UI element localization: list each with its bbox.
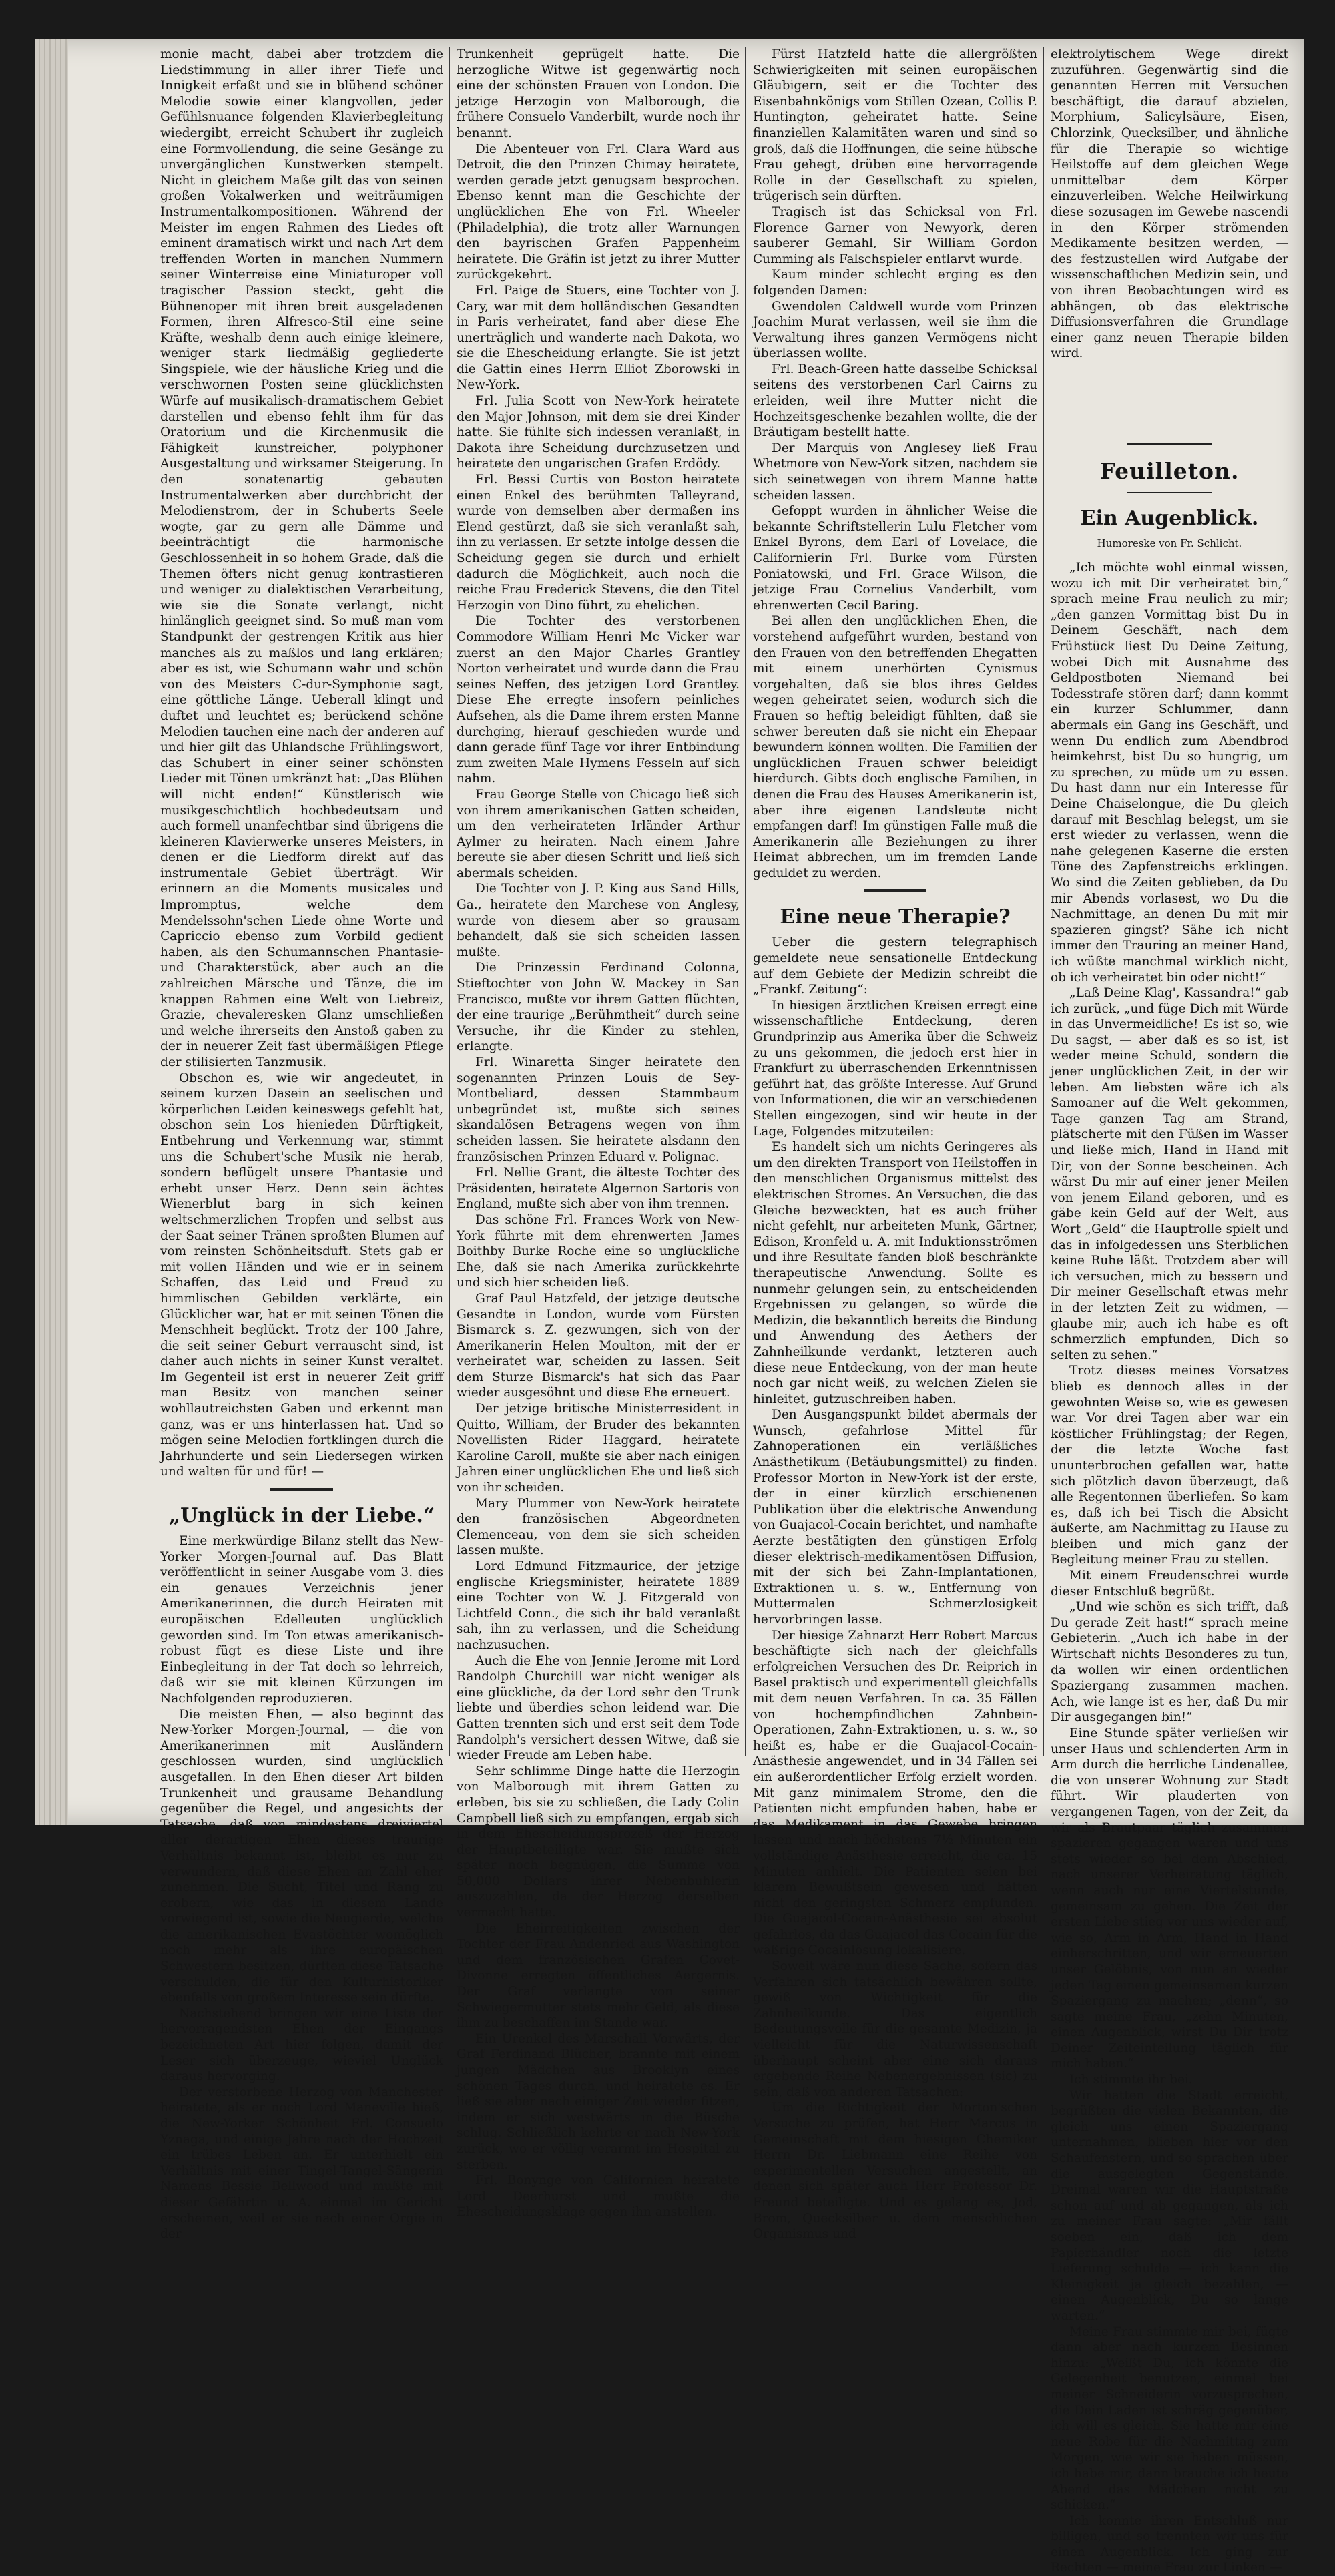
page-edge-stack [35,39,68,1825]
paragraph: Nachstehend bringen wir eine Liste der hervorragendsten Ehen der Eingangs bezeichneten Art hier folgen, damit der Leser sich überzeuge, wieviel Unglück daraus hervorging. [160,2006,443,2084]
divider [270,1488,332,1491]
paragraph: Ein Urenkel des Marschall Vorwärts, der Graf Ferdinand Blücher, brannte mit einem jungen Mädchen aus Brooklyn eines schönen Tages durch, und heiratete es. Er ließ sie aber nach einiger Zeit wieder fitzen, indem er sich westwärts in die Büsche schlug. Schließlich kehrte er nach New-York zurück, wo er völlig verarmt im Hospital zu sterben. [457,2031,740,2172]
column-rule [1043,47,1044,1756]
paragraph: Der verstorbene Herzog von Manchester heiratete, als er noch Lord Maneville hieß, die New-Yorker Schönheit Frl. Consuelo Yznaga, und einige Jahre nach der Hochzeit ein trübes Leben an. Er unterhielt ein Verhältnis mit einer Tingel-Tangel-Sängerin Namens Bessie Bellwood und mußte mit dieser Gefährtin u. A. einmal im Gericht erscheinen, weil er sie nach einer Orgie in der [160,2085,443,2242]
paragraph: Ich konnte ihren Entschluß nur billigen, und so trennten wir uns für einen Augenblick. Ich ging zur Rechten — meine Frau zur Linken — [1051,2513,1288,2575]
divider [864,889,926,892]
paragraph: Es handelt sich um nichts Geringeres als um den direkten Transport von Heilstoffen in den menschlichen Organismus mittelst des elektrischen Stromes. An Versuchen, die das Gleiche bezweckten, hat es auch früher nicht gefehlt, nur arbeiteten Munk, Gärtner, Edison, Kronfeld u. A. mit Induktionsströmen und ihre Resultate fanden bloß beschränkte therapeutische Anwendung. Sollte es nunmehr gelungen sein, zu entscheidenden Ergebnissen zu gelangen, so würde die Medizin, die bekanntlich bereits die Bindung und Anwendung des Aethers der Zahnheilkunde verdankt, letzteren auch diese neue Entdeckung, von der man heute noch gar nicht weiß, zu welchen Zielen sie hinleitet, gutzuschreiben haben. [753,1140,1037,1406]
paragraph: Bei allen den unglücklichen Ehen, die vorstehend aufgeführt wurden, bestand von den Frauen von den betreffenden Ehegatten mit einem unerhörten Cynismus vorgehalten, daß sie blos ihres Geldes wegen geheiratet seien, wodurch sich die Frauen so heftig beleidigt fühlten, daß sie schwer bereuten daß sie nicht ein Ehepaar bewundern können wollten. Die Familien der unglücklichen Frauen schwer beleidigt hierdurch. Gibts doch englische Familien, in denen die Frau des Hauses Amerikanerin ist, aber ihre eigenen Landsleute nicht empfangen darf! Im günstigen Falle muß die Amerikanerin alle Beziehungen zu ihrer Heimat abbrechen, um im fremden Lande geduldet zu werden. [753,614,1037,880]
column-4 [1051,47,1288,2575]
paragraph: Frl. Nellie Grant, die älteste Tochter des Präsidenten, heiratete Algernon Sartoris von England, mußte sich aber von ihm trennen. [457,1166,740,1212]
paragraph: Trotz dieses meines Vorsatzes blieb es dennoch alles in der gewohnten Weise so, wie es gewesen war. Vor drei Tagen aber war ein köstlicher Frühlingstag; der Regen, der die letzte Woche fast ununterbrochen gefallen war, hatte sich plötzlich davon überzeugt, daß alle Regentonnen überliefen. So kam es, daß ich bei Tisch die Absicht äußerte, am Nachmittag zu Hause zu bleiben und mich ganz der Begleitung meiner Frau zu stellen. [1051,1364,1288,1567]
divider [1127,492,1212,493]
paragraph: Die Tochter von J. P. King aus Sand Hills, Ga., heiratete den Marchese von Anglesy, wurde von diesem aber so grausam behandelt, daß sie sich scheiden lassen mußte. [457,882,740,959]
divider [1127,443,1212,445]
paragraph: Die Prinzessin Ferdinand Colonna, Stieftochter von John W. Mackey in San Francisco, mußte vor ihrem Gatten flüchten, der eine traurige „Berühmtheit“ durch seine Versuche, ihr die Kinder zu stehlen, erlangte. [457,961,740,1054]
column-rule [745,47,746,1756]
column-3 [753,47,1037,2242]
paragraph: Den Ausgangspunkt bildet abermals der Wunsch, gefahrlose Mittel für Zahnoperationen ein verläßliches Anästhetikum (Betäubungsmittel) zu finden. Professor Morton in New-York ist der erste, der in einer kürzlich erschienenen Publikation über die elektrische Anwendung von Guajacol-Cocain berichtet, und namhafte Aerzte bestätigten den günstigen Erfolg dieser elektrisch-medikamentösen Diffusion, mit der sich bei Zahn-Implantationen, Extraktionen u. s. w., Entfernung von Muttermalen Schmerzlosigkeit hervorbringen lasse. [753,1408,1037,1627]
paragraph: Der Marquis von Anglesey ließ Frau Whetmore von New-York sitzen, nachdem sie sich seinetwegen von ihrem Manne hatte scheiden lassen. [753,441,1037,503]
paragraph: Das schöne Frl. Frances Work von New-York führte mit dem ehrenwerten James Boithby Burke Roche eine so unglückliche Ehe, daß sie nach Amerika zurückkehrte und sich hier scheiden ließ. [457,1212,740,1290]
paragraph: Tragisch ist das Schicksal von Frl. Florence Garner von Newyork, deren sauberer Gemahl, Sir William Gordon Cumming als Falschspieler entlarvt wurde. [753,204,1037,266]
paragraph: Graf Paul Hatzfeld, der jetzige deutsche Gesandte in London, wurde vom Fürsten Bismarck s. Z. gezwungen, sich von der Amerikanerin Helen Moulton, mit der er verheiratet war, scheiden zu lassen. Seit dem Sturze Bismarck's hat sich das Paar wieder ausgesöhnt und diese Ehe erneuert. [457,1291,740,1400]
paragraph: Trunkenheit geprügelt hatte. Die herzogliche Witwe ist gegenwärtig noch eine der schönsten Frauen von London. Die jetzige Herzogin von Malborough, die frühere Consuelo Vanderbilt, wurde noch ihr benannt. [457,47,740,140]
paragraph: Frl. Winaretta Singer heiratete den sogenannten Prinzen Louis de Sey-Montbeliard, dessen Stammbaum unbegründet ist, mußte sich seines skandalösen Betragens wegen von ihm scheiden lassen. Sie heiratete alsdann den französischen Prinzen Eduard v. Polignac. [457,1055,740,1164]
paragraph: monie macht, dabei aber trotzdem die Liedstimmung in aller ihrer Tiefe und Innigkeit erfaßt und sie in blühend schöner Melodie sowie einer klangvollen, jeder Gefühlsnuance folgenden Klavierbegleitung wiedergibt, erreicht Schubert ihr zugleich eine Formvollendung, die seine Gesänge zu unvergänglichen Kunstwerken stempelt. Nicht in gleichem Maße gilt das von seinen großen Vokalwerken und weiträumigen Instrumentalkompositionen. Während der Meister im engen Rahmen des Liedes oft eminent dramatisch wirkt und nach Art dem treffenden Worten in manchen Nummern seiner Winterreise eine Miniaturoper voll tragischer Passion steckt, geht die Bühnenoper mit ihren breit ausgeladenen Formen, ihren Alfresco-Stil eine seine Kräfte, weshalb denn auch einige kleinere, weniger stark liedmäßig gegliederte Singspiele, wie der häusliche Krieg und die verschwornen Posten seine glücklichsten Würfe auf musikalisch-dramatischem Gebiet darstellen und ebenso fehlt ihm für das Oratorium und die Kirchenmusik die Fähigkeit kunstreicher, polyphoner Ausgestaltung und wirksamer Steigerung. In den sonatenartig gebauten Instrumentalwerken aber durchbricht der Melodienstrom, der in Schuberts Seele wogte, gar zu gern alle Dämme und beeinträchtigt die harmonische Geschlossenheit in so hohem Grade, daß die Themen öfters nicht genug kontrastieren und weniger zu dialektischen Verarbeitung, wie sie die Sonate verlangt, nicht hinlänglich geeignet sind. So muß man vom Standpunkt der gestrengen Kritik aus hier manches als zu maßlos und lang erklären; aber es ist, wie Schumann wahr und schön von des Meisters C-dur-Symphonie sagt, eine göttliche Länge. Ueberall klingt und duftet und leuchtet es; berückend schöne Melodien tauchen eine nach der anderen auf und hier gilt das Uhlandsche Frühlingswort, das Schubert in einer seiner schönsten Lieder mit Tönen umkränzt hat: „Das Blühen will nicht enden!“ Künstlerisch wie musikgeschichtlich hochbedeutsam und auch formell unanfechtbar sind übrigens die kleineren Klavierwerke unseres Meisters, in denen er die Liedform direkt auf das instrumentale Gebiet überträgt. Wir erinnern an die Moments musicales und Impromptus, welche dem Mendelssohn'schen Liede ohne Worte und Capriccio ebenso zum Vorbild gedient haben, als den Schumannschen Phantasie- und Charakterstück, aber auch an die zahlreichen Märsche und Tänze, die im knappen Rahmen eine Welt von Liebreiz, Grazie, chevaleresken Glanz umschließen und welche ihrerseits den Anstoß gaben zu der in neuerer Zeit fast übermäßigen Pflege der stilisierten Tanzmusik. [160,47,443,1069]
paragraph: Gefoppt wurden in ähnlicher Weise die bekannte Schriftstellerin Lulu Fletcher vom Enkel Byrons, dem Earl of Lovelace, die Californierin Frl. Burke vom Fürsten Poniatowski, und Frl. Grace Wilson, die jetzige Frau Cornelius Vanderbilt, vom ehrenwerten Cecil Baring. [753,504,1037,613]
paragraph: Mary Plummer von New-York heiratete den französischen Abgeordneten Clemenceau, von dem sie sich scheiden lassen mußte. [457,1496,740,1558]
story-byline: Humoreske von Fr. Schlicht. [1097,537,1242,550]
paragraph: Die Eheirreitigkeiten zwischen der Tochter der Frau Andenried aus Washington und dem französischen Grafen Covet-Divonne erregten öffentliches Aergernis. Der Graf verlangte von seiner Schwiegermutter stets mehr Geld, als diese ihm zu beschaffen im Stande war. [457,1921,740,2031]
paragraph: Frl. Bonynge von Californien heiratete Lord Deerhurst und mußte die Ehescheidungsklage gegen ihn anstellen. [457,2173,740,2220]
paragraph: Ueber die gestern telegraphisch gemeldete neue sensationelle Entdeckung auf dem Gebiete der Medizin schreibt die „Frankf. Zeitung“: [753,935,1037,997]
paragraph: Eine Stunde später verließen wir unser Haus und schlenderten Arm in Arm durch die herrliche Lindenallee, die von unserer Wohnung zur Stadt führt. Wir plauderten von vergangenen Tagen, von der Zeit, da wir als Brautpaar täglich zusammen spazieren gegangen waren und uns stets wieder so bei dem Abschied, nach unserer Verheiratung täglich, wenn auch nur eine Viertelstunde, gemeinsam zu gehen. Die Zeit der ersten Liebe stieg vor uns wieder auf, wie so, Arm in Arm, Hand in Hand einherschritten, und wir erneuerten unser Gelöbnis, von nun an wieder jeden Tag einen gemeinsamen kurzen Spaziergang zu machen; „denn“, so sagte meine Frau, „zehn Minuten, einen Augenblick, wirst Du Dir trotz Deiner Zeiteinteilung täglich für mich haben.“ [1051,1726,1288,2071]
paragraph: Frl. Beach-Green hatte dasselbe Schicksal seitens des verstorbenen Carl Cairns zu erleiden, weil ihre Mutter nicht die Hochzeitsgeschenke bezahlen wollte, die der Bräutigam bestellt hatte. [753,362,1037,440]
paragraph: Eine merkwürdige Bilanz stellt das New-Yorker Morgen-Journal auf. Das Blatt veröffentlicht in seiner Ausgabe vom 3. dies ein genaues Verzeichnis jener Amerikanerinnen, die durch Heiraten mit europäischen Edelleuten unglücklich geworden sind. Im Ton etwas amerikanisch-robust fügt es diese Liste und ihre Einbegleitung in der Tat doch so lehrreich, daß wir sie mit kleinen Kürzungen im Nachfolgenden reproduzieren. [160,1534,443,1706]
paragraph: Lord Edmund Fitzmaurice, der jetzige englische Kriegsminister, heiratete 1889 eine Tochter von W. J. Fitzgerald von Lichtfeld Conn., die sich ihr bald veranlaßt sah, ihn zu verlassen, und die Scheidung nachzusuchen. [457,1559,740,1652]
paragraph: Wir hatten die Stadt erreicht, begrüßten die vielen Bekannten, die gleich uns einen Spaziergang unternahmen, blieben hier vor den Schaufenstern, und so sprachen über die ausgelegten Gegenstände. Dreimal waren wir die Hauptstraße schon auf und ab gegangen, als ich zu meiner Frau sagte: „Mir fällt soeben ein, daß ich dem Papierhändler noch die letzte Lieferung schulde — ich kann die Kleinigkeit ja gleich bezahlen, — einen Augenblick, Du so lange warten.“ [1051,2088,1288,2323]
paragraph: Die Tochter des verstorbenen Commodore William Henri Mc Vicker war zuerst an den Major Charles Grantley Norton verheiratet und wurde dann die Frau seines Neffen, des jetzigen Lord Grantley. Diese Ehe erregte insofern peinliches Aufsehen, als die Dame ihrem ersten Manne durchging, hierauf geschieden wurde und dann gerade fünf Tage vor ihrer Entbindung zum zweiten Male Hymens Fesseln auf sich nahm. [457,614,740,786]
paragraph: Kaum minder schlecht erging es den folgenden Damen: [753,268,1037,298]
paragraph: Frau George Stelle von Chicago ließ sich von ihrem amerikanischen Gatten scheiden, um den verheirateten Irländer Arthur Aylmer zu heiraten. Nach einem Jahre bereute sie aber diesen Schritt und ließ sich abermals scheiden. [457,787,740,880]
paragraph: Sehr schlimme Dinge hatte die Herzogin von Malborough mit ihrem Gatten zu erleben, bis sie zu schließen, die Lady Colin Campbell ließ sich zu empfangen, ergab sich in dem Ehescheidungsprozeß der Herzog der Hauptbeteiligte war. Sie mußte sich später noch begnügen, die Summe von 50,000 Dollars ihrer Nebenbuhlerin auszuzahlen, da der Herzog derselben vermacht hatte. [457,1764,740,1920]
paragraph: „Und wie schön es sich trifft, daß Du gerade Zeit hast!“ sprach meine Gebieterin. „Auch ich habe in der Wirtschaft nichts Besonderes zu tun, da wollen wir einen ordentlichen Spaziergang zusammen machen. Ach, wie lange ist es her, daß Du mir Dir ausgegangen bin!“ [1051,1600,1288,1725]
paragraph: Um die Richtigkeit der Morton'schen Versuche zu prüfen, hat Herr Marcus in Gemeinschaft mit dem hiesigen Chemiker Herrn Dr. Liebmann eine Reihe von experimentellen Versuchen angestellt, an denen sich später auch Herr Professor Dr. Freund beteiligte. Und es gelang es, Jod, Brom, Quecksilber u. dem menschlichen Organismus und [753,2101,1037,2242]
paragraph: Frl. Bessi Curtis von Boston heiratete einen Enkel des berühmten Talleyrand, wurde von demselben aber dermaßen ins Elend gestürzt, daß sie sich veranlaßt sah, ihn zu verlassen. Er setzte infolge dessen die Scheidung gegen sie durch und erhielt dadurch die Möglichkeit, auch noch die reiche Frau Frederick Stevens, die den Titel Herzogin von Dino führt, zu ehelichen. [457,473,740,613]
paragraph: Frl. Julia Scott von New-York heiratete den Major Johnson, mit dem sie drei Kinder hatte. Sie fühlte sich indessen veranlaßt, in Dakota ihre Scheidung durchzusetzen und heiratete den ungarischen Grafen Erdödy. [457,394,740,471]
column-2 [457,47,740,2220]
paragraph: Frl. Paige de Stuers, eine Tochter von J. Cary, war mit dem holländischen Gesandten in Paris verheiratet, fand aber diese Ehe unerträglich und wanderte nach Dakota, wo sie die Ehescheidung erlangte. Sie ist jetzt die Gattin eines Herrn Elliot Zborowski in New-York. [457,283,740,393]
paragraph: Fürst Hatzfeld hatte die allergrößten Schwierigkeiten mit seinen europäischen Gläubigern, seit er die Tochter des Eisenbahnkönigs vom Stillen Ozean, Collis P. Huntington, geheiratet hatte. Seine finanziellen Kalamitäten waren und sind so groß, daß die Hoffnungen, die seine hübsche Frau gehegt, drüben eine hervorragende Rolle in der Gesellschaft zu spielen, trügerisch sein dürften. [753,47,1037,204]
paragraph: Der jetzige britische Ministerresident in Quitto, William, der Bruder des bekannten Novellisten Rider Haggard, heiratete Karoline Caroll, mußte sie aber nach einigen Jahren einer unglücklichen Ehe und ließ sich von ihr scheiden. [457,1402,740,1495]
paragraph: „Laß Deine Klag', Kassandra!“ gab ich zurück, „und füge Dich mit Würde in das Unvermeidliche! Es ist so, wie Du sagst, — aber daß es so ist, ist weder meine Schuld, sondern die jener unglücklichen Zeit, in der wir leben. Am liebsten wäre ich als Samoaner auf die Welt gekommen, Tage ganzen Tag am Strand, plätscherte mit den Füßen im Wasser und ließe mich, Hand in Hand mit Dir, von der Sonne bescheinen. Ach wärst Du mir auf einer jener Meilen von jenem Eiland geboren, und es gäbe kein Geld auf der Welt, aus Wort „Geld“ die Hauptrolle spielt und das in infolgedessen uns Sterblichen keine Ruhe läßt. Trotzdem aber will ich versuchen, mich zu bessern und Dir meiner Gesellschaft etwas mehr in der letzten Zeit zu widmen, — glaube mir, auch ich habe es oft schmerzlich empfunden, Dich so selten zu sehen.“ [1051,986,1288,1362]
article-heading-therapie: Eine neue Therapie? [780,905,1011,929]
paragraph: Die Abenteuer von Frl. Clara Ward aus Detroit, die den Prinzen Chimay heiratete, werden gerade jetzt genugsam besprochen. Ebenso kennt man die Geschichte der unglücklichen Ehe von Frl. Wheeler (Philadelphia), die trotz aller Warnungen den bayrischen Grafen Pappenheim heiratete. Die Gräfin ist jetzt zu ihrer Mutter zurückgekehrt. [457,142,740,282]
paragraph: Ich stimmte ihr bei. [1069,2073,1193,2087]
blank-space [1051,362,1288,435]
article-heading-unglueck: „Unglück in der Liebe.“ [168,1504,435,1528]
column-1 [160,47,443,2242]
paragraph: Der hiesige Zahnarzt Herr Robert Marcus beschäftigte sich nach der gleichfalls erfolgreichen Versuchen des Dr. Reiprich in Basel praktisch und experimentell gleichfalls mit dem neuen Verfahren. In ca. 35 Fällen von hochempfindlichen Zahnbein-Operationen, Zahn-Extraktionen, u. s. w., so heißt es, habe er die Guajacol-Cocain-Anästhesie angewendet, und in 34 Fällen sei ein außerordentlicher Erfolg erzielt worden. Mit ganz minimalem Strome, den die Patienten nicht empfunden haben, habe er das Medikament in das Gewebe bringen lassen und nach höchstens 7½ Minuten ein vollständige Anästhesie erreicht, die ca. 15 Minuten anhielt. Die Patienten seien bei klarem Bewußtsein gewesen und hätten nicht den geringsten Schmerz empfunden. Die Guajacol-Cocain-Anästhesie sei absolut gefahrlos, da das Guajacol das Cocain für die wäßrige Cocainlösung lokalisiere. [753,1628,1037,1958]
paragraph: In hiesigen ärztlichen Kreisen erregt eine wissenschaftliche Entdeckung, deren Grundprinzip aus Amerika über die Schweiz zu uns gekommen, die jedoch erst hier in Frankfurt zu überraschenden Erkenntnissen geführt hat, das größte Interesse. Auf Grund von Informationen, die wir an verschiedenen Stellen eingezogen, sind wir heute in der Lage, Folgendes mitzuteilen: [753,998,1037,1139]
section-heading-feuilleton: Feuilleton. [1099,457,1240,484]
paragraph: Soweit wäre nun diese Sache, sofern das Verfahren sich tatsächlich bewähren sollte, gewiß von Wichtigkeit für die Zahnheilkunde. Das eigentlich Bedeutungsvolle für die gesamte Medizin, ja vielleicht für die Naturwissenschaft überhaupt scheint aber eine sich daraus ergebende Reihe Nebenergebnissen (sic) zu sein, daß von anderen Tatsachen: [753,1959,1037,2099]
story-title: Ein Augenblick. [1080,507,1259,531]
paragraph: Auch die Ehe von Jennie Jerome mit Lord Randolph Churchill war nicht weniger als eine glückliche, da der Lord sehr den Trunk liebte und überdies schon leidend war. Die Gatten trennten sich und erst seit dem Tode Randolph's versichert dessen Witwe, daß sie wieder Freude am Leben habe. [457,1653,740,1763]
paragraph: Gwendolen Caldwell wurde vom Prinzen Joachim Murat verlassen, weil sie ihm die Verwaltung ihres ganzen Vermögens nicht überlassen wollte. [753,299,1037,361]
column-rule [449,47,450,1756]
paragraph: Mit einem Freudenschrei wurde dieser Entschluß begrüßt. [1051,1569,1288,1599]
paragraph: elektrolytischem Wege direkt zuzuführen. Gegenwärtig sind die genannten Herren mit Versuchen beschäftigt, die darauf abzielen, Morphium, Salicylsäure, Eisen, Chlorzink, Quecksilber, und ähnliche für die Therapie so wichtige Heilstoffe auf dem gleichen Wege unmittelbar dem Körper einzuverleiben. Welche Heilwirkung diese sozusagen im Gewebe nascendi in den Körper strömenden Medikamente besitzen werden, — des festzustellen wird Aufgabe der wissenschaftlichen Medizin sein, und von ihren Beobachtungen wird es abhängen, ob das elektrische Diffusionsverfahren die Grundlage einer ganz neuen Therapie bilden wird. [1051,47,1288,361]
paragraph: Obschon es, wie wir angedeutet, in seinem kurzen Dasein an seelischen und körperlichen Leiden keineswegs gefehlt hat, obschon sein Los hienieden Dürftigkeit, Entbehrung und Verkennung war, stimmt uns die Schubert'sche Musik nie herab, sondern beflügelt unsere Phantasie und erhebt unser Herz. Denn sein ächtes Wienerblut barg in sich keinen weltschmerzlichen Tropfen und selbst aus der Saat seiner Tränen sproßten Blumen auf vom reinsten Schönheitsduft. Stets gab er mit vollen Händen und wie er in seinem Schaffen, das Leid und Freud zu himmlischen Gebilden verklärte, ein Glücklicher war, hat er mit seinen Tönen die Menschheit beglückt. Trotz der 100 Jahre, die seit seiner Geburt verrauscht sind, ist daher auch nichts in seiner Kunst veraltet. Im Gegenteil ist erst in neuerer Zeit griff man Besitz von manchen seiner wohllautreichsten Gaben und erkennt man ganz, was er uns hinterlassen hat. Und so mögen seine Melodien fortklingen durch die Jahrhunderte und sein Liedersegen wirken und walten für und für! — [160,1071,443,1479]
paragraph: „Ich möchte wohl einmal wissen, wozu ich mit Dir verheiratet bin,“ sprach meine Frau neulich zu mir; „den ganzen Vormittag bist Du in Deinem Geschäft, nach dem Frühstück liest Du Deine Zeitung, wobei Dich mit Ausnahme des Geldpostboten Niemand bei Todesstrafe stören darf; dann kommt ein kurzer Schlummer, dann abermals ein Gang ins Geschäft, und wenn Du endlich zum Abendbrod heimkehrst, bist Du so hungrig, um zu sprechen, zu müde um zu essen. Du hast dann nur ein Interesse für Deine Chaiselongue, die Du gleich darauf mit Beschlag belegst, um sie erst wieder zu verlassen, wenn die nahe gelegenen Kaserne die ersten Töne des Zapfenstreichs erklingen. Wo sind die Zeiten geblieben, da Du mir Abends vorlasest, wo Du die Nachmittage, an denen Du mit mir spazieren gingst? Sähe ich nicht immer den Trauring an meiner Hand, ich wüßte manchmal wirklich nicht, ob ich verheiratet bin oder nicht!“ [1051,561,1288,985]
paragraph: Die meisten Ehen, — also beginnt das New-Yorker Morgen-Journal, — die von Amerikanerinnen mit Ausländern geschlossen wurden, sind unglücklich ausgefallen. In den Ehen dieser Art bilden Trunkenheit und grausame Behandlung gegenüber die Regel, und angesichts der Tatsache, daß von mindestens dreiviertel aller derartigen Ehen dieses traurige Verhältnis bekannt ist, bleibt es nur zu verwundern, daß diese Ehen an Zahl eher zunehmen. Die Sucht, Titel und Rang zu erobern, wie das in diesem Lande vorwiegend ist, sowie die Neugierde, welche die amerikanischen Evastöchter womöglich noch mehr als ihre europäischen Schwestern besitzen, dürften diese Tatsache verschulden, die für den Kulturhistoriker ebenfalls von großem Interesse sein dürfte. [160,1707,443,2005]
paragraph: Meine Frau stimmte mir bei, fügte dann aber nach kurzem Besinnen hinzu: „Weißt Du, ich könnte die Gelegenheit benutzen, einmal bei meiner Schneiderin vorzusprechen, die Dein Laden ist schräg gegenüber, ich will es gleich. Sie hatte mir eine neue Robe für die Nachmittag zum Morgen, wie wir sie haben müssen, ich habe mir, dann brauche ich heute Abend das Mädchen nicht zu schicken.“ [1051,2324,1288,2513]
